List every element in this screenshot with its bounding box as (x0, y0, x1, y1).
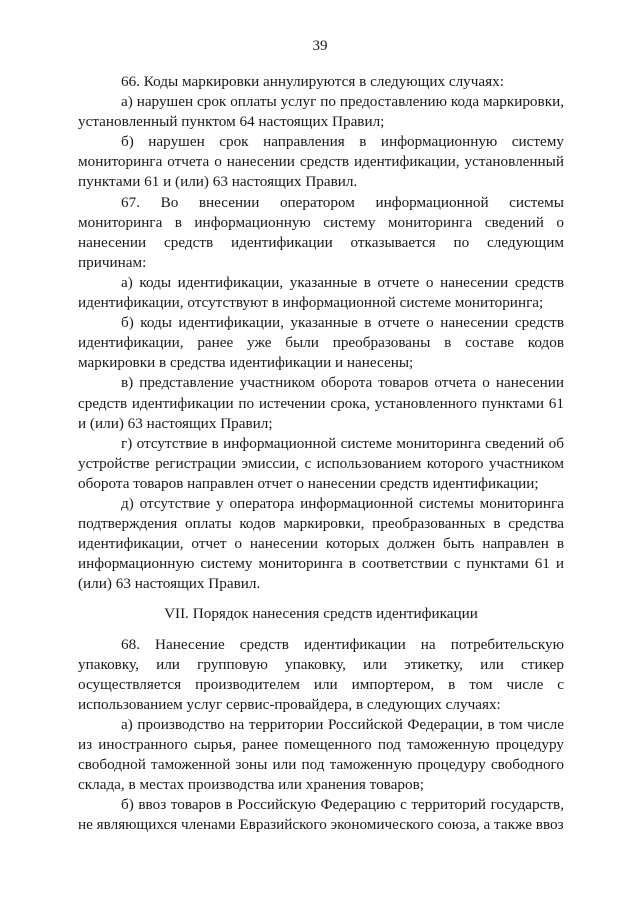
paragraph-67-v: в) представление участником оборота товаров отчета о нанесении средств идентификации по истечении срока, установленного пунктами 61 и (или) 63 настоящих Правил; (78, 374, 564, 432)
paragraph-68-a: а) производство на территории Российской Федерации, в том числе из иностранного сырья, ранее помещенного под таможенную процедуру свободной таможенной зоны или под таможенную процедуру свободного склада, в местах производства или хранения товаров; (78, 715, 564, 794)
paragraph-67-b: б) коды идентификации, указанные в отчете о нанесении средств идентификации, ранее уже были преобразованы в составе кодов маркировки в средства идентификации и нанесены; (78, 314, 564, 372)
paragraph-66-b: б) нарушен срок направления в информационную систему мониторинга отчета о нанесении средств идентификации, установленный пунктами 61 и (или) 63 настоящих Правил. (78, 133, 564, 191)
paragraph-66-a: а) нарушен срок оплаты услуг по предоставлению кода маркировки, установленный пунктом 64 настоящих Правил; (78, 93, 564, 131)
paragraph-66: 66. Коды маркировки аннулируются в следующих случаях: (121, 73, 504, 90)
paragraph-68-b: б) ввоз товаров в Российскую Федерацию с территорий государств, не являющихся членами Евразийского экономического союза, а также ввоз (78, 796, 564, 834)
paragraph-67-d: д) отсутствие у оператора информационной системы мониторинга подтверждения оплаты кодов маркировки, преобразованных в средства идентификации, отчет о нанесении которых должен быть направлен в информационную систему мониторинга в соответствии с пунктами 61 и (или) 63 настоящих Правил. (78, 494, 564, 593)
paragraph-67: 67. Во внесении оператором информационной системы мониторинга в информационную систему мониторинга сведений о нанесении средств идентификации отказывается по следующим причинам: (78, 193, 564, 271)
document-body (78, 72, 564, 835)
paragraph-67-g: г) отсутствие в информационной системе мониторинга сведений об устройстве регистрации эмиссии, с использованием которого участником оборота товаров направлен отчет о нанесении средств идентификации; (78, 434, 564, 492)
section-heading: VII. Порядок нанесения средств идентификации (164, 605, 478, 623)
paragraph-67-a: а) коды идентификации, указанные в отчете о нанесении средств идентификации, отсутствуют в информационной системе мониторинга; (78, 273, 564, 312)
paragraph-68: 68. Нанесение средств идентификации на потребительскую упаковку, или групповую упаковку, или этикетку, или стикер осуществляется производителем или импортером, в том числе с использованием услуг сервис-провайдера, в следующих случаях: (78, 635, 564, 713)
page-number: 39 (312, 38, 328, 54)
